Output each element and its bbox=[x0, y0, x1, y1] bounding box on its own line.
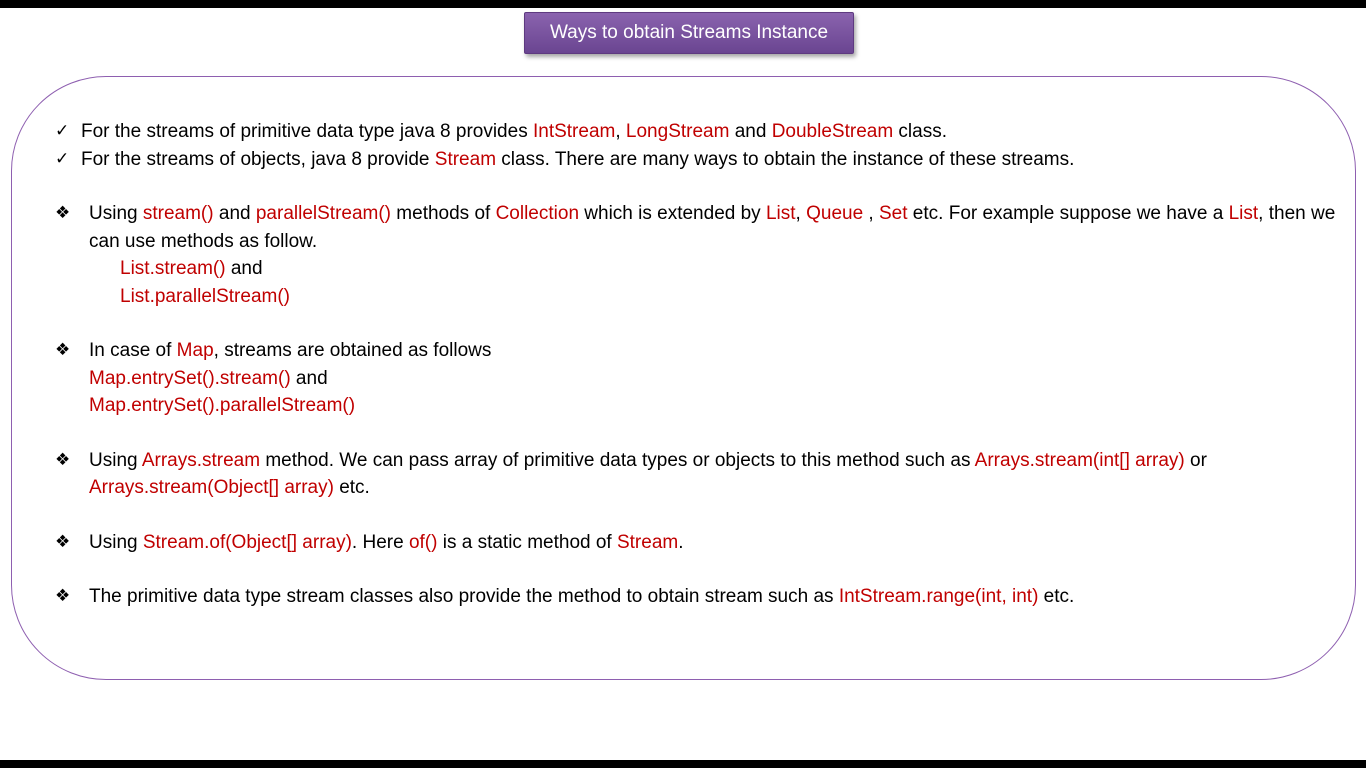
highlight-text: stream() bbox=[142, 203, 214, 224]
text: is a static method of bbox=[437, 531, 617, 553]
highlight-text: parallelStream() bbox=[255, 203, 392, 224]
highlight-text: IntStream bbox=[532, 121, 616, 142]
highlight-text: Stream bbox=[434, 148, 497, 170]
code-line bbox=[55, 365, 1345, 393]
text: , streams are obtained as follows bbox=[213, 340, 492, 361]
highlight-text: Stream bbox=[616, 531, 679, 553]
bullet-item-collection bbox=[55, 200, 1345, 310]
text: class. bbox=[893, 121, 948, 142]
highlight-text: Queue bbox=[806, 203, 864, 224]
four-diamond-bullet-icon: ❖ bbox=[55, 449, 71, 470]
text: and bbox=[213, 203, 256, 224]
text: method. We can pass array of primitive data types or objects to this method such as bbox=[260, 449, 975, 471]
text: The primitive data type stream classes also provide the method to obtain stream such as bbox=[89, 586, 839, 607]
highlight-text: LongStream bbox=[625, 121, 730, 142]
slide-title bbox=[524, 12, 854, 54]
text: and bbox=[225, 258, 263, 279]
bullet-item-arrays bbox=[55, 447, 1345, 502]
code-text: List.stream() bbox=[120, 258, 226, 279]
highlight-text: List bbox=[765, 203, 796, 224]
code-line bbox=[55, 392, 1345, 420]
text: Using bbox=[89, 449, 142, 471]
code-line bbox=[89, 283, 1345, 311]
check-item-primitive-streams bbox=[55, 118, 1345, 146]
text: , bbox=[795, 203, 807, 224]
text: methods of bbox=[391, 203, 496, 224]
check-mark-icon: ✓ bbox=[55, 121, 70, 141]
four-diamond-bullet-icon: ❖ bbox=[55, 340, 71, 360]
bullet-item-stream-of bbox=[55, 529, 1345, 557]
check-item-object-streams bbox=[55, 146, 1345, 174]
highlight-text: Arrays.stream(int[] array) bbox=[974, 449, 1185, 471]
text: . bbox=[678, 531, 684, 553]
highlight-text: Set bbox=[879, 203, 908, 224]
text: Using bbox=[89, 203, 143, 224]
bullet-item-map bbox=[55, 337, 1345, 365]
four-diamond-bullet-icon: ❖ bbox=[55, 531, 71, 552]
highlight-text: Arrays.stream(Object[] array) bbox=[89, 477, 334, 498]
text: In case of bbox=[89, 340, 177, 361]
text: For the streams of objects, java 8 provide bbox=[81, 148, 435, 170]
four-diamond-bullet-icon: ❖ bbox=[55, 203, 71, 223]
highlight-text: Collection bbox=[495, 203, 580, 224]
top-border-bar bbox=[0, 0, 1366, 8]
highlight-text: of() bbox=[408, 531, 438, 553]
highlight-text: Map bbox=[176, 340, 214, 361]
highlight-text: DoubleStream bbox=[771, 121, 894, 142]
text: etc. For example suppose we have a bbox=[907, 203, 1229, 224]
code-line bbox=[89, 255, 1345, 283]
check-mark-icon: ✓ bbox=[55, 148, 70, 169]
text: For the streams of primitive data type java 8 provides bbox=[81, 121, 533, 142]
slide-content bbox=[55, 118, 1345, 611]
highlight-text: Arrays.stream bbox=[141, 449, 261, 471]
code-text: Map.entrySet().stream() bbox=[89, 367, 291, 389]
text: , bbox=[863, 203, 879, 224]
highlight-text: List bbox=[1228, 203, 1259, 224]
text: and bbox=[290, 367, 328, 389]
text: etc. bbox=[333, 477, 370, 498]
text: etc. bbox=[1038, 586, 1075, 607]
highlight-text: Stream.of(Object[] array) bbox=[142, 531, 352, 553]
bullet-item-intstream-range bbox=[55, 583, 1345, 611]
text: , bbox=[615, 121, 626, 142]
code-text: List.parallelStream() bbox=[120, 285, 290, 307]
slide-title-text: Ways to obtain Streams Instance bbox=[549, 22, 829, 43]
text: which is extended by bbox=[579, 203, 766, 224]
text: . Here bbox=[351, 531, 409, 553]
code-text: Map.entrySet().parallelStream() bbox=[89, 395, 356, 416]
highlight-text: IntStream.range(int, int) bbox=[838, 586, 1039, 607]
four-diamond-bullet-icon: ❖ bbox=[55, 586, 71, 606]
text: or bbox=[1184, 449, 1207, 471]
text: Using bbox=[89, 531, 143, 553]
text: and bbox=[729, 121, 772, 142]
text: , then we can use methods as follow. bbox=[89, 203, 1336, 252]
bottom-border-bar bbox=[0, 760, 1366, 768]
text: class. There are many ways to obtain the instance of these streams. bbox=[496, 148, 1075, 170]
